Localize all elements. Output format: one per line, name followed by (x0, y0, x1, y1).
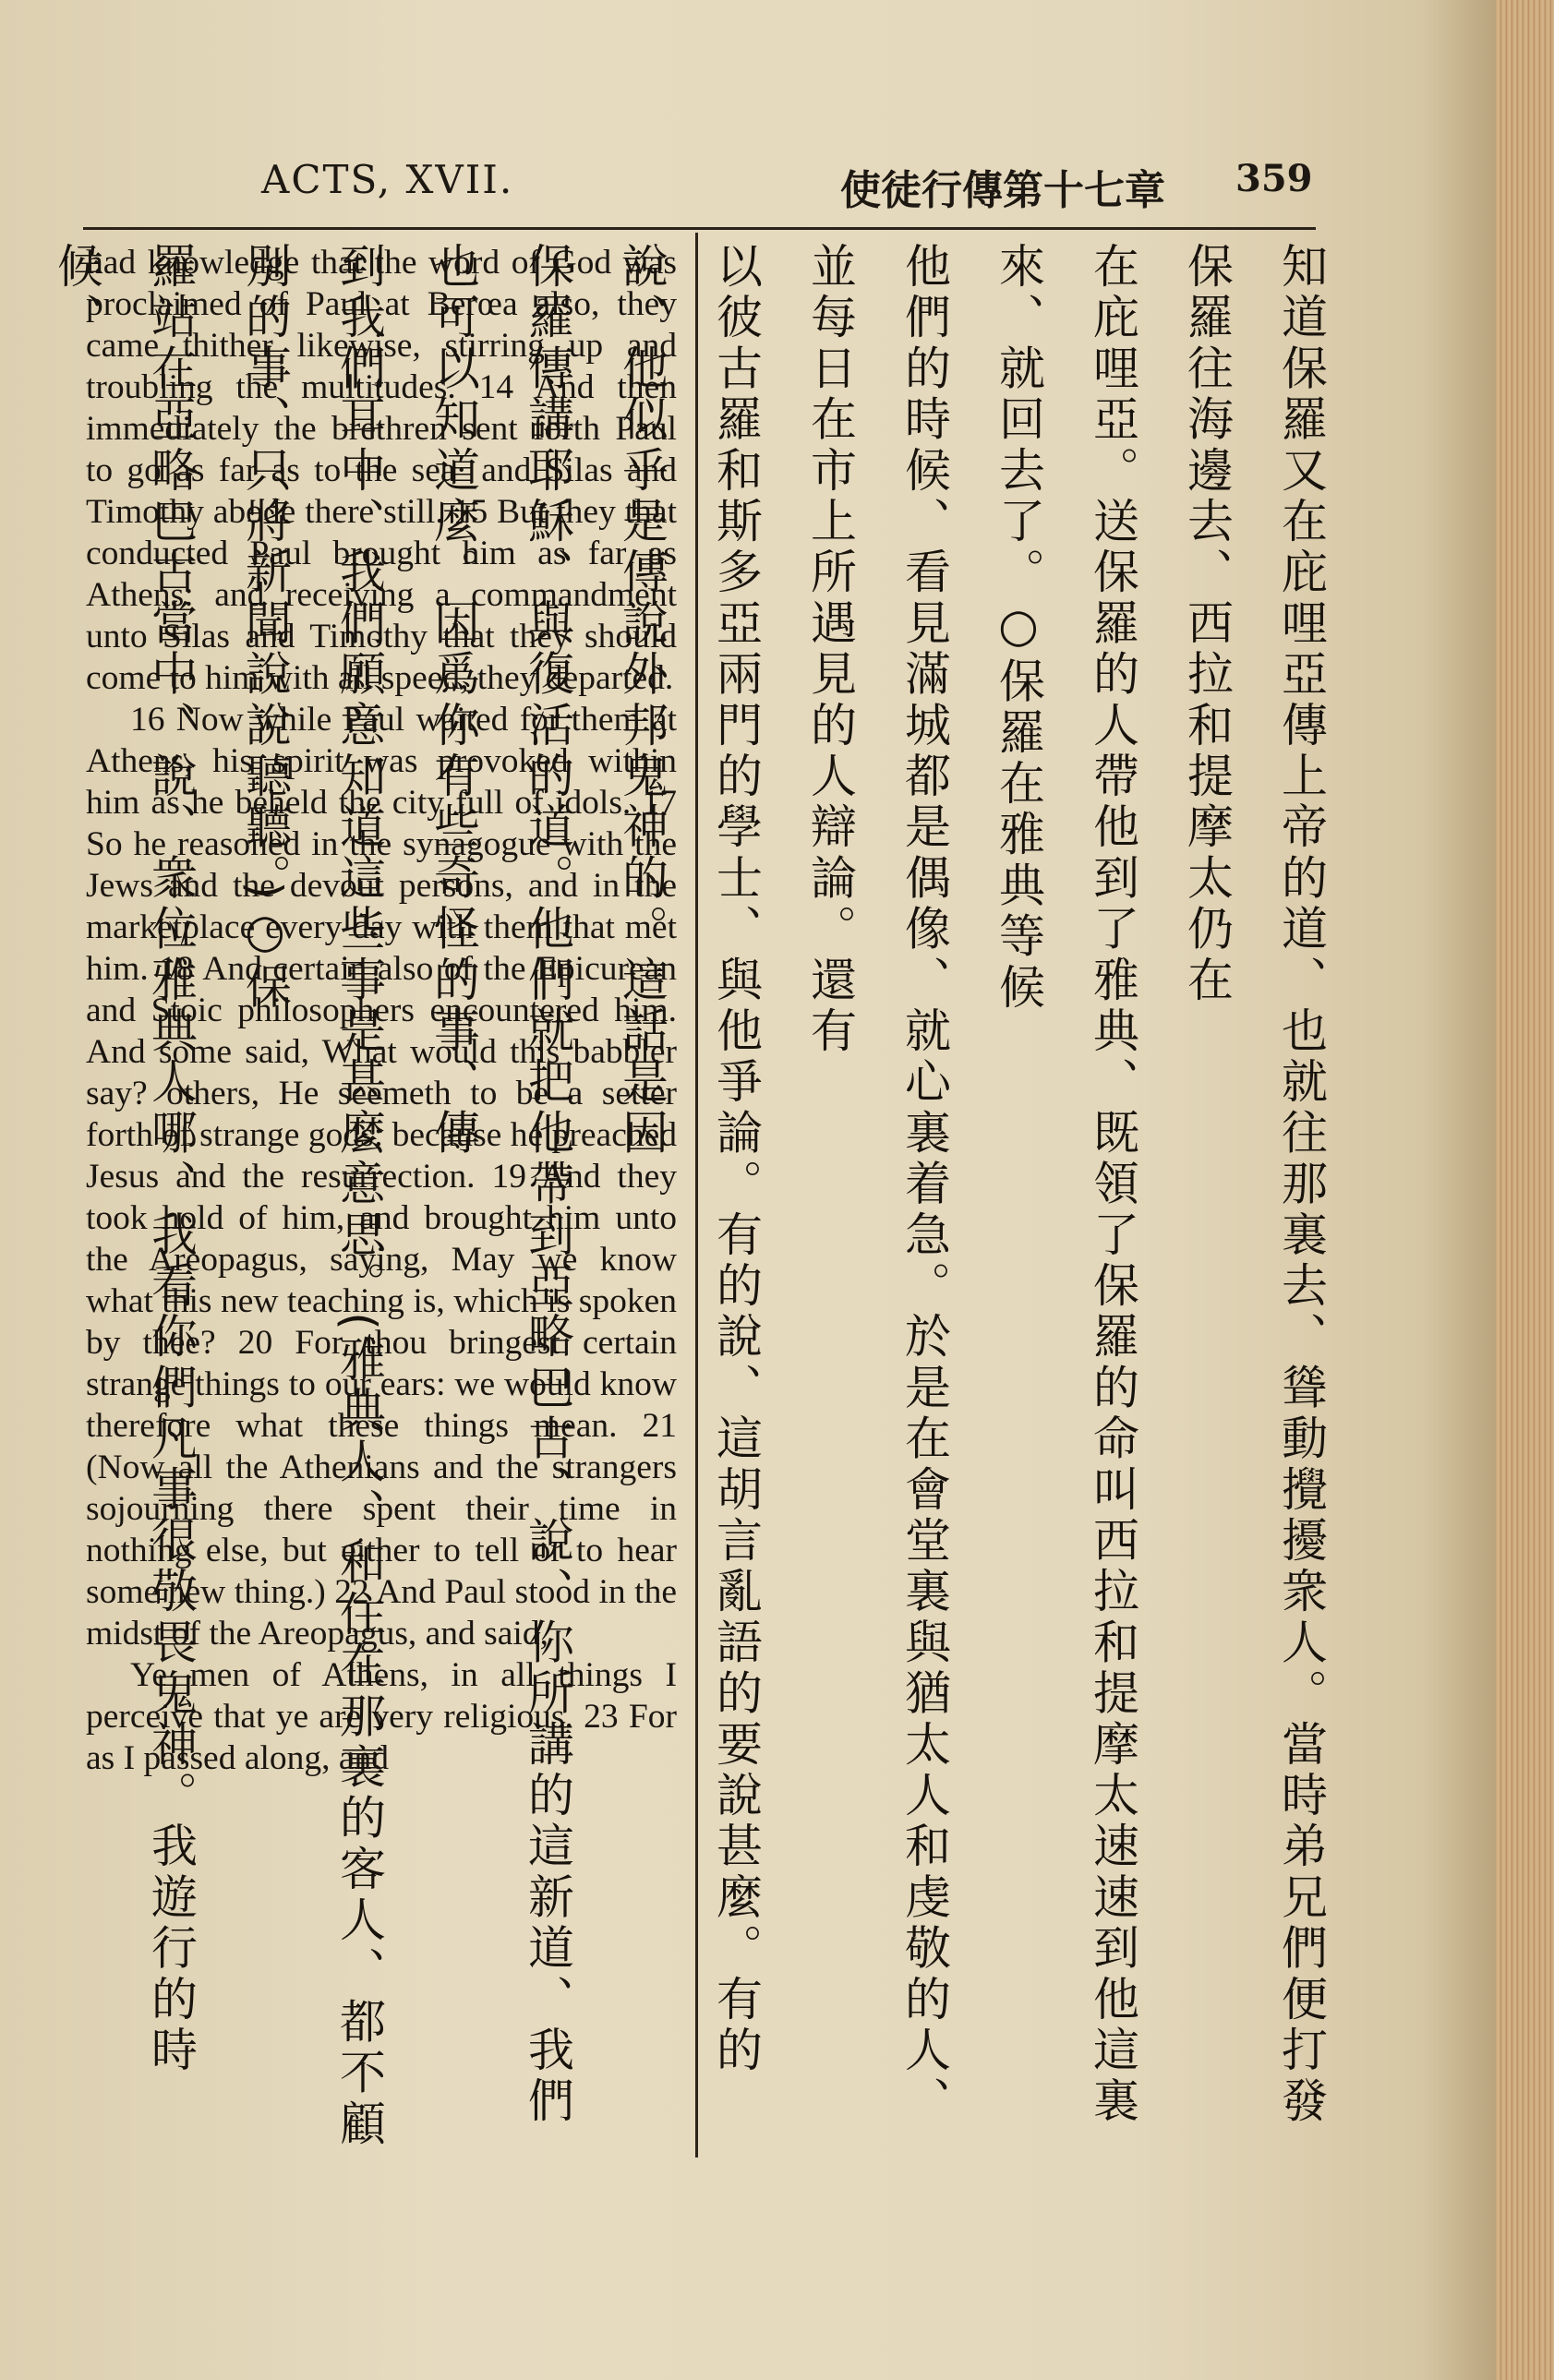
english-paragraph: 16 Now while Paul waited for them at Athens, his spirit was provoked within him as he beheld the city full of idols. 17 So he reasoned in the synagogue with the Jews and the devout persons, and in the marketplace every day with them that met him. 18 And certain also of the Epicurean and Stoic philosophers encountered him. And some said, What would this babbler say? others, He seemeth to be a setter forth of strange gods: because he preached Jesus and the resurrection. 19 And they took hold of him, and brought him unto the Areopagus, saying, May we know what this new teaching is, which is spoken by thee? 20 For thou bringest certain strange things to our ears: we would know therefore what these things mean. 21 (Now all the Athenians and the strangers sojourning there spent their time in nothing else, but either to tell or to hear some new thing.) 22 And Paul stood in the midst of the Areopagus, and said, (86, 701, 677, 1653)
page-edge (1496, 0, 1554, 2380)
page-number: 359 (1235, 157, 1313, 200)
chinese-line: 保羅傳講耶穌、與復活的道。他們就把他帶到亞略巴古、說、你所講的這新道、我們也可以知道麼。因爲你有些奇怪的事、傳 (427, 242, 574, 2128)
english-paragraph: had knowledge that the word of God was proclaimed of Paul at Berœa also, they came thither likewise, stirring up and troubling the multitudes. 14 And then immediately the brethren sent forth Paul to go as far as to the sea· and Silas and Timothy abode there still. 15 But they that conducted Paul brought him as far as Athens: and receiving a commandment unto Silas and Timothy that they should come to him with all speed, they departed. (86, 244, 677, 697)
chinese-line: 知道保羅又在庇哩亞傳上帝的道、也就往那裏去、聳動攪擾衆人。當時弟兄們便打發保羅往海邊去、西拉和提摩太仍在 (1180, 242, 1328, 2128)
running-head (0, 148, 1385, 222)
chinese-line: 他們的時候、看見滿城都是偶像、就心裏着急。於是在會堂裏與猶太人和虔敬的人、並每日在市上所遇見的人辯論。還有 (803, 242, 951, 2128)
chinese-line: 羅站在亞略巴古當中、說、衆位雅典人哪、我看你們凡事很敬畏鬼神。我遊行的時候、 (50, 242, 198, 2077)
chinese-line: 以彼古羅和斯多亞兩門的學士、與他爭論。有的說、這胡言亂語的要說甚麼。有的說、他似乎是傳說外邦鬼神的。這話是因 (615, 242, 763, 2077)
header-rule (83, 227, 1316, 230)
chinese-line: 在庇哩亞。送保羅的人帶他到了雅典、既領了保羅的命叫西拉和提摩太速速到他這裏來、就回去了。○保羅在雅典等候 (992, 242, 1139, 2128)
running-head-english: ACTS, XVII. (261, 157, 514, 202)
chinese-line: 到我們耳中、我們願意知道這些事是甚麼意思。(雅典人、和住在那裏的客人、都不顧別的事、只將新聞說說聽聽。)○保 (238, 242, 386, 2151)
running-head-chinese: 使徒行傳第十七章 (840, 167, 1165, 214)
english-paragraph: Ye men of Athens, in all things I perceive that ye are very religious. 23 For as I passed along, and (86, 1656, 677, 1777)
